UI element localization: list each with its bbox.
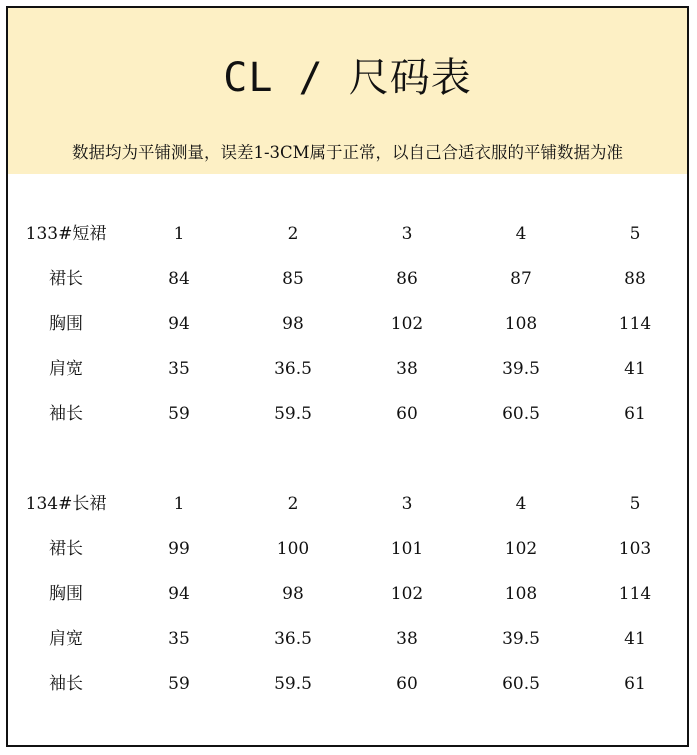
header-banner (8, 8, 687, 174)
table-cell: 108 (504, 314, 538, 334)
table-header-row (8, 492, 687, 516)
table-cell: 100 (276, 539, 310, 559)
table-cell: 38 (396, 629, 418, 649)
size-header: 2 (287, 224, 299, 244)
table-cell: 41 (624, 629, 646, 649)
row-label: 袖长 (49, 404, 83, 424)
table-cell: 87 (510, 269, 532, 289)
size-header: 3 (401, 494, 413, 514)
table-cell: 36.5 (274, 359, 312, 379)
table-cell: 38 (396, 359, 418, 379)
size-header: 4 (515, 224, 527, 244)
table-cell: 36.5 (274, 629, 312, 649)
size-header: 1 (173, 494, 185, 514)
table-cell: 39.5 (502, 629, 540, 649)
table-cell: 102 (390, 314, 424, 334)
table-cell: 94 (168, 314, 190, 334)
row-label: 胸围 (49, 314, 83, 334)
row-label: 裙长 (49, 269, 83, 289)
table-row (8, 537, 687, 561)
size-header: 2 (287, 494, 299, 514)
size-header: 5 (629, 494, 641, 514)
table-cell: 102 (390, 584, 424, 604)
table-cell: 60.5 (502, 674, 540, 694)
row-label: 肩宽 (49, 629, 83, 649)
page-title: CL / 尺码表 (223, 55, 472, 101)
size-header: 1 (173, 224, 185, 244)
table-cell: 101 (390, 539, 424, 559)
table-cell: 88 (624, 269, 646, 289)
table-cell: 60.5 (502, 404, 540, 424)
table-cell: 60 (396, 674, 418, 694)
size-header: 3 (401, 224, 413, 244)
table-cell: 114 (618, 314, 652, 334)
table-row (8, 582, 687, 606)
table-cell: 59 (168, 404, 190, 424)
table-cell: 103 (618, 539, 652, 559)
table-cell: 84 (168, 269, 190, 289)
table-cell: 41 (624, 359, 646, 379)
table-cell: 108 (504, 584, 538, 604)
product-name: 133#短裙 (25, 224, 107, 244)
table-cell: 35 (168, 629, 190, 649)
table-cell: 60 (396, 404, 418, 424)
table-cell: 35 (168, 359, 190, 379)
size-header: 4 (515, 494, 527, 514)
table-row (8, 627, 687, 651)
table-cell: 98 (282, 584, 304, 604)
table-cell: 39.5 (502, 359, 540, 379)
table-cell: 98 (282, 314, 304, 334)
row-label: 袖长 (49, 674, 83, 694)
table-row (8, 267, 687, 291)
size-header: 5 (629, 224, 641, 244)
table-header-row (8, 222, 687, 246)
table-cell: 61 (624, 674, 646, 694)
measurement-note: 数据均为平铺测量，误差1-3CM属于正常，以自己合适衣服的平铺数据为准 (71, 143, 624, 162)
table-cell: 59 (168, 674, 190, 694)
table-cell: 102 (504, 539, 538, 559)
table-cell: 61 (624, 404, 646, 424)
table-cell: 94 (168, 584, 190, 604)
table-cell: 86 (396, 269, 418, 289)
size-chart-frame (6, 6, 689, 747)
row-label: 胸围 (49, 584, 83, 604)
table-cell: 59.5 (274, 404, 312, 424)
table-cell: 59.5 (274, 674, 312, 694)
row-label: 肩宽 (49, 359, 83, 379)
row-label: 裙长 (49, 539, 83, 559)
product-name: 134#长裙 (25, 494, 107, 514)
table-cell: 99 (168, 539, 190, 559)
table-cell: 85 (282, 269, 304, 289)
table-row (8, 312, 687, 336)
table-row (8, 357, 687, 381)
table-row (8, 402, 687, 426)
table-row (8, 672, 687, 696)
table-cell: 114 (618, 584, 652, 604)
